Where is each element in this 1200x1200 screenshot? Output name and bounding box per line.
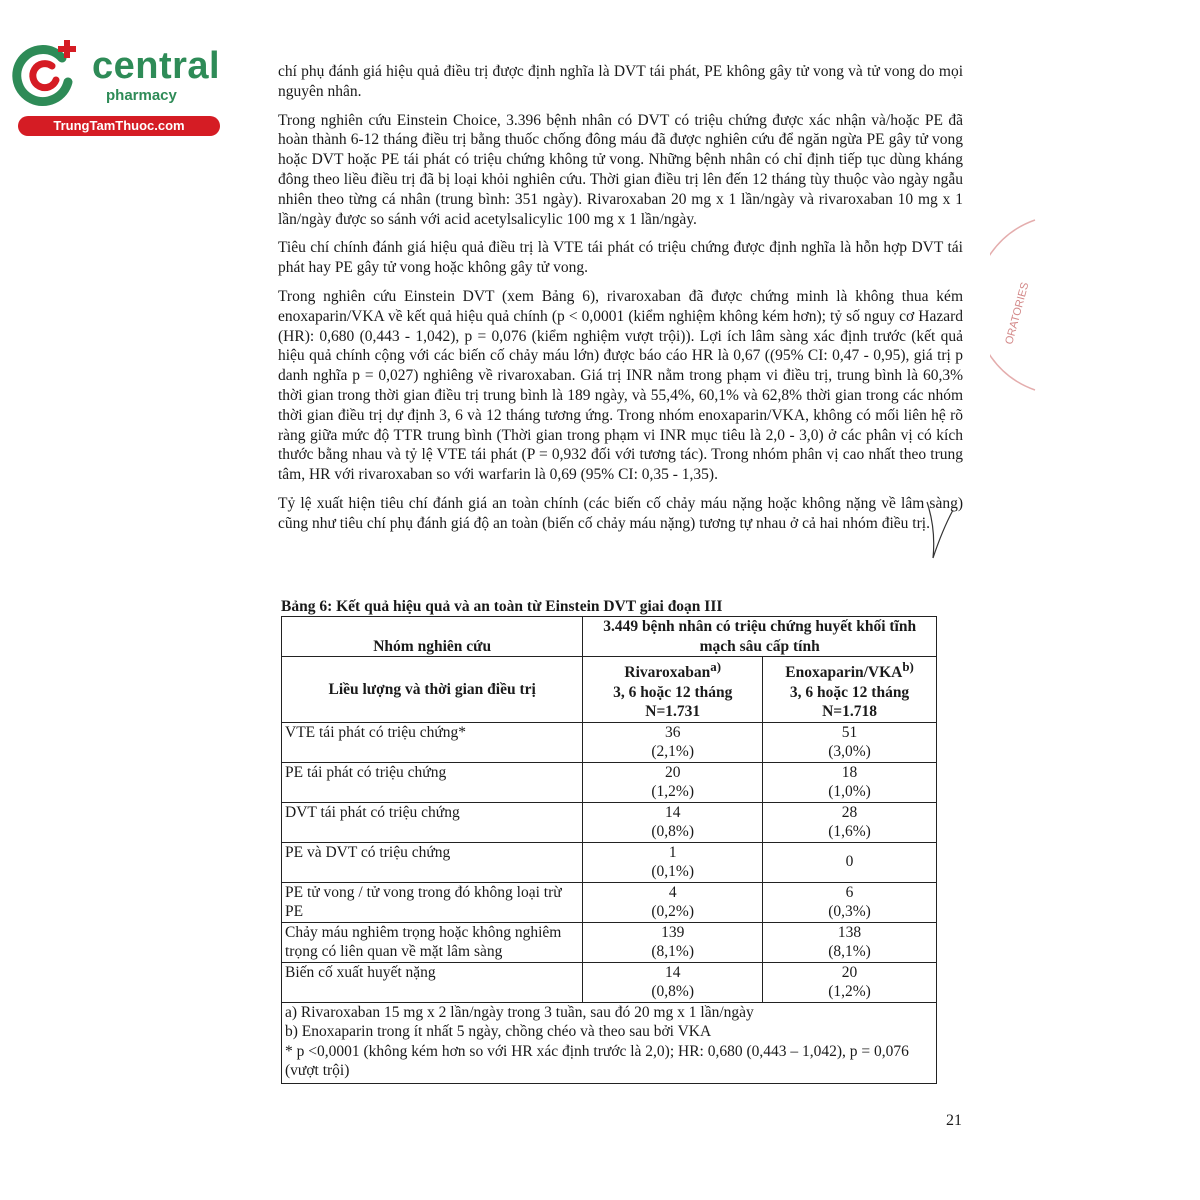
logo-website: TrungTamThuoc.com: [18, 116, 220, 136]
row-label: VTE tái phát có triệu chứng*: [282, 722, 583, 762]
table-row: [282, 802, 937, 842]
table-row: [282, 762, 937, 802]
enoxaparin-value: 0: [763, 842, 937, 882]
enoxaparin-n: N=1.718: [822, 703, 877, 721]
table-caption: Bảng 6: Kết quả hiệu quả và an toàn từ Einstein DVT giai đoạn III: [281, 598, 723, 615]
rivaroxaban-value: 14 (0,8%): [583, 802, 763, 842]
handwritten-mark: [925, 500, 955, 590]
enoxaparin-value: 18 (1,0%): [763, 762, 937, 802]
rivaroxaban-header: [583, 657, 763, 723]
paragraph-2: Trong nghiên cứu Einstein Choice, 3.396 bệnh nhân có DVT có triệu chứng được xác nhận và/hoặc PE đã hoàn thành 6-12 tháng điều trị bằng thuốc chống đông máu đã được nghiên cứu để ngăn ngừa PE gây tử vong hoặc DVT hoặc PE tái phát có triệu chứng không tử vong. Những bệnh nhân có chỉ định tiếp tục dùng kháng đông theo liều điều trị đã bị loại khỏi nghiên cứu. Thời gian điều trị lên đến 12 tháng tùy thuộc vào ngày ngẫu nhiên theo từng cá nhân (trung bình: 351 ngày). Rivaroxaban 20 mg x 1 lần/ngày và rivaroxaban 10 mg x 1 lần/ngày được so sánh với acid acetylsalicylic 100 mg x 1 lần/ngày.: [278, 111, 963, 228]
rivaroxaban-value: 14 (0,8%): [583, 962, 763, 1002]
paragraph-4: Trong nghiên cứu Einstein DVT (xem Bảng 6), rivaroxaban đã được chứng minh là không thua kém enoxaparin/VKA về kết quả hiệu quả chính (p < 0,0001 (kiểm nghiệm không kém hơn); tỷ số nguy cơ Hazard (HR): 0,680 (0,443 - 1,042), p = 0,076 (kiểm nghiệm vượt trội)). Lợi ích lâm sàng xác định trước (kết quả hiệu quả chính cộng với các biến cố chảy máu lớn) được báo cáo HR là 0,67 ((95% CI: 0,47 - 0,95), giá trị p danh nghĩa p = 0,027) nghiêng về rivaroxaban. Giá trị INR nằm trong phạm vi điều trị, trung bình là 60,3% thời gian trong thời gian điều trị trung bình là 189 ngày, và 55,4%, 60,1% và 62,8% thời gian trong các nhóm thời gian điều trị dự định 3, 6 và 12 tháng tương ứng. Trong nhóm enoxaparin/VKA, không có mối liên hệ rõ ràng giữa mức độ TTR trung bình (Thời gian trong phạm vi INR mục tiêu là 2,0 - 3,0) ở các phân vị có kích thước bằng nhau và tỷ lệ VTE tái phát (P = 0,932 đối với tương tác). Trong nhóm phân vị cao nhất theo trung tâm, HR với rivaroxaban so với warfarin là 0,69 (95% CI: 0,35 - 1,35).: [278, 287, 963, 484]
rivaroxaban-value: 4 (0,2%): [583, 882, 763, 922]
stamp-mark: [990, 215, 1050, 395]
row-label: PE và DVT có triệu chứng: [282, 842, 583, 882]
rivaroxaban-value: 20 (1,2%): [583, 762, 763, 802]
population-cell: 3.449 bệnh nhân có triệu chứng huyết khối tĩnh mạch sâu cấp tính: [583, 617, 937, 657]
row-label: Biến cố xuất huyết nặng: [282, 962, 583, 1002]
table-row: [282, 722, 937, 762]
table-notes-row: [282, 1002, 937, 1083]
rivaroxaban-value: 36 (2,1%): [583, 722, 763, 762]
rivaroxaban-value: 1 (0,1%): [583, 842, 763, 882]
table-row: [282, 882, 937, 922]
paragraph-3: Tiêu chí chính đánh giá hiệu quả điều trị là VTE tái phát có triệu chứng được định nghĩa là hỗn hợp DVT tái phát hay PE gây tử vong hoặc không gây tử vong.: [278, 239, 963, 277]
rivaroxaban-value: 139 (8,1%): [583, 922, 763, 962]
table-header-row-2: [282, 657, 937, 723]
logo-subtitle: pharmacy: [106, 87, 177, 104]
table-notes: [282, 1002, 937, 1083]
enoxaparin-value: 6 (0,3%): [763, 882, 937, 922]
central-pharmacy-logo: [10, 36, 221, 136]
enoxaparin-value: 20 (1,2%): [763, 962, 937, 1002]
rivaroxaban-n: N=1.731: [645, 703, 701, 721]
central-logo-icon: [10, 36, 82, 108]
note-star: * p <0,0001 (không kém hơn so với HR xác định trước là 2,0); HR: 0,680 (0,443 – 1,042), p = 0,076 (vượt trội): [285, 1042, 909, 1080]
rivaroxaban-name: Rivaroxaban: [624, 664, 711, 682]
table-row: [282, 922, 937, 962]
group-label-cell: Nhóm nghiên cứu: [282, 617, 583, 657]
logo-brand: central: [92, 45, 221, 87]
rivaroxaban-duration: 3, 6 hoặc 12 tháng: [613, 683, 733, 701]
document-body: [278, 62, 963, 543]
table-row: [282, 962, 937, 1002]
row-label: Chảy máu nghiêm trọng hoặc không nghiêm trọng có liên quan về mặt lâm sàng: [282, 922, 583, 962]
enoxaparin-sup: b): [902, 659, 914, 674]
enoxaparin-value: 51 (3,0%): [763, 722, 937, 762]
enoxaparin-value: 138 (8,1%): [763, 922, 937, 962]
enoxaparin-value: 28 (1,6%): [763, 802, 937, 842]
enoxaparin-duration: 3, 6 hoặc 12 tháng: [789, 683, 910, 701]
table-row: [282, 842, 937, 882]
enoxaparin-header: [763, 657, 937, 723]
table-header-row-1: [282, 617, 937, 657]
paragraph-5: Tỷ lệ xuất hiện tiêu chí đánh giá an toàn chính (các biến cố chảy máu nặng hoặc không nặng về lâm sàng) cũng như tiêu chí phụ đánh giá độ an toàn (biến cố chảy máu nặng) tương tự nhau ở cả hai nhóm điều trị.: [278, 494, 963, 532]
row-label: DVT tái phát có triệu chứng: [282, 802, 583, 842]
row-label: PE tử vong / tử vong trong đó không loại trừ PE: [282, 882, 583, 922]
page-number: 21: [946, 1112, 962, 1129]
note-b: b) Enoxaparin trong ít nhất 5 ngày, chồng chéo và theo sau bởi VKA: [285, 1023, 712, 1041]
note-a: a) Rivaroxaban 15 mg x 2 lần/ngày trong 3 tuần, sau đó 20 mg x 1 lần/ngày: [285, 1003, 754, 1021]
row-label: PE tái phát có triệu chứng: [282, 762, 583, 802]
svg-text:ORATORIES: ORATORIES: [1003, 281, 1032, 346]
enoxaparin-name: Enoxaparin/VKA: [785, 664, 903, 682]
rivaroxaban-sup: a): [710, 659, 721, 674]
dose-label-cell: Liều lượng và thời gian điều trị: [282, 657, 583, 723]
results-table: [281, 616, 937, 1084]
paragraph-1: chí phụ đánh giá hiệu quả điều trị được định nghĩa là DVT tái phát, PE không gây tử vong và tử vong do mọi nguyên nhân.: [278, 63, 963, 100]
